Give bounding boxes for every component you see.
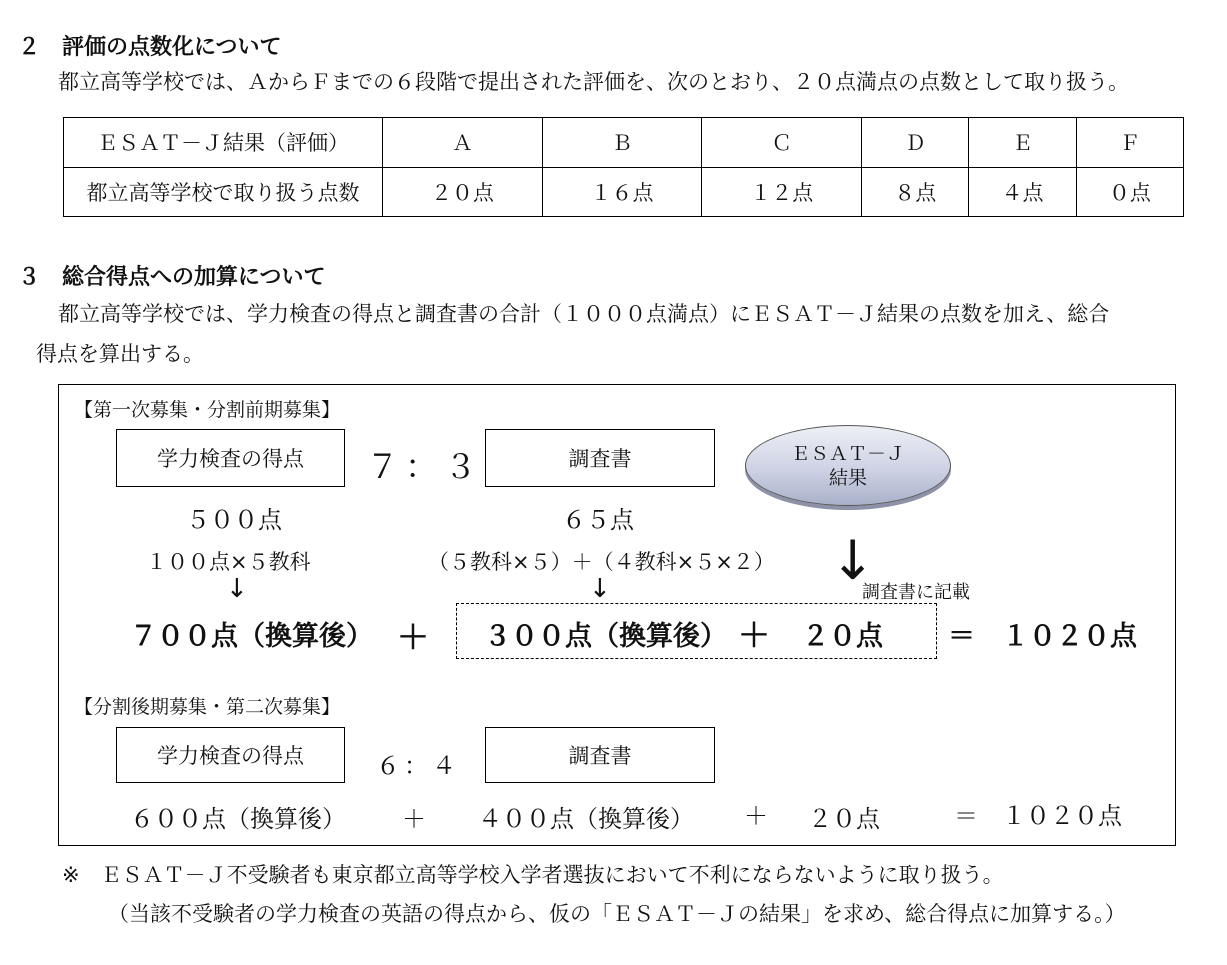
grade-cell: Ｃ	[702, 118, 862, 168]
report-calc: （５教科×５）＋（４教科×５×２）	[428, 550, 775, 574]
exam-points: ５００点	[186, 506, 282, 534]
report-converted: ４００点（換算後）	[478, 805, 694, 833]
section3-body-line2: 得点を算出する。	[36, 342, 204, 366]
section3-heading: ３ 総合得点への加算について	[18, 265, 326, 290]
arrow-down-icon: ↓	[226, 574, 248, 604]
note-line2: （当該不受験者の学力検査の英語の得点から、仮の「ＥＳＡＴ－Ｊの結果」を求め、総合得点に加算する。）	[108, 902, 1126, 926]
esat-label-line2: 結果	[828, 466, 867, 489]
table-row	[64, 118, 1184, 168]
arrow-down-icon: ↓	[589, 574, 611, 604]
report-points: ６５点	[562, 506, 634, 534]
esat-note: 調査書に記載	[862, 582, 970, 603]
exam-converted: ７００点（換算後）	[130, 621, 373, 652]
table-row	[64, 167, 1184, 217]
row1-label: ＥＳＡＴ－Ｊ結果（評価）	[64, 118, 383, 168]
ratio-second: ６：４	[376, 752, 460, 780]
points-cell: ８点	[862, 167, 969, 217]
grade-cell: Ｅ	[969, 118, 1076, 168]
plus-sign: ＋	[402, 805, 426, 833]
esat-points: ２０点	[808, 805, 880, 833]
grade-cell: Ｆ	[1076, 118, 1183, 168]
arrow-down-icon: ↓	[830, 529, 876, 592]
ratio-first: ７：３	[366, 447, 483, 486]
section2-heading: ２ 評価の点数化について	[18, 35, 282, 60]
plus-sign: ＋	[744, 802, 768, 830]
points-cell: ２０点	[383, 167, 543, 217]
section2-body: 都立高等学校では、ＡからＦまでの６段階で提出された評価を、次のとおり、２０点満点の点数として取り扱う。	[58, 70, 1129, 94]
report-box: 調査書	[485, 429, 715, 487]
points-cell: １２点	[702, 167, 862, 217]
report-converted: ３００点（換算後）	[484, 621, 727, 652]
exam-calc: １００点×５教科	[146, 550, 311, 574]
points-cell: ４点	[969, 167, 1076, 217]
grade-cell: Ｄ	[862, 118, 969, 168]
points-cell: １６点	[542, 167, 702, 217]
esat-label-line1: ＥＳＡＴ－Ｊ	[790, 442, 905, 465]
exam-score-box: 学力検査の得点	[116, 429, 345, 487]
second-recruitment-title: 【分割後期募集・第二次募集】	[74, 696, 341, 718]
section3-body-line1: 都立高等学校では、学力検査の得点と調査書の合計（１０００点満点）にＥＳＡＴ－Ｊ結果の点数を加え、総合	[58, 302, 1110, 326]
grade-cell: Ａ	[383, 118, 543, 168]
score-table	[63, 117, 1184, 217]
plus-sign: ＋	[397, 618, 430, 656]
first-recruitment-title: 【第一次募集・分割前期募集】	[74, 399, 341, 421]
row2-label: 都立高等学校で取り扱う点数	[64, 167, 383, 217]
esat-points: ２０点	[802, 621, 883, 652]
grade-cell: Ｂ	[542, 118, 702, 168]
plus-sign: ＋	[738, 616, 771, 654]
exam-converted: ６００点（換算後）	[130, 805, 346, 833]
exam-score-box: 学力検査の得点	[116, 727, 345, 783]
total-second: ＝ １０２０点	[954, 802, 1122, 830]
esat-result-ellipse	[745, 425, 951, 506]
note-line1: ※ ＥＳＡＴ－Ｊ不受験者も東京都立高等学校入学者選抜において不利にならないように取り扱う。	[62, 863, 1004, 887]
total-first: ＝ １０２０点	[948, 621, 1137, 652]
report-box: 調査書	[485, 727, 715, 783]
points-cell: ０点	[1076, 167, 1183, 217]
